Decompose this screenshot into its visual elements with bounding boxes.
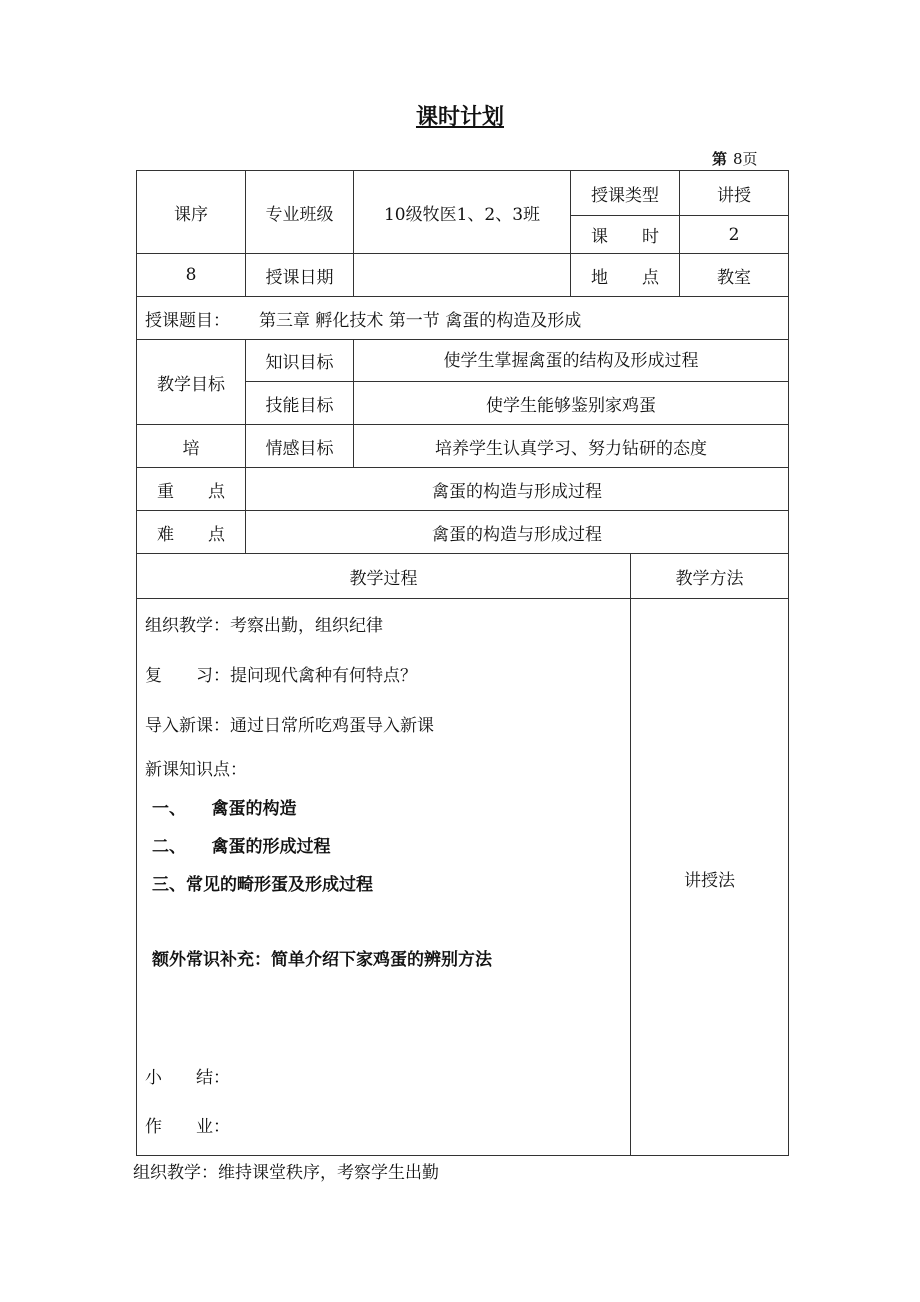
objectives-extra-label: 培 bbox=[182, 438, 200, 459]
place-label: 地 点 bbox=[591, 267, 659, 288]
topic-label: 授课题目： bbox=[145, 310, 230, 331]
process-intro: 导入新课：通过日常所吃鸡蛋导入新课 bbox=[145, 716, 434, 736]
hours-value: 2 bbox=[728, 224, 740, 245]
objectives-label: 教学目标 bbox=[157, 374, 225, 395]
date-label: 授课日期 bbox=[265, 267, 334, 288]
table-divider bbox=[630, 553, 631, 1155]
process-review: 复 习：提问现代禽种有何特点？ bbox=[145, 666, 417, 686]
table-border bbox=[136, 170, 137, 1156]
page-number-value: 8页 bbox=[733, 150, 758, 168]
skill-value: 使学生能够鉴别家鸡蛋 bbox=[486, 395, 656, 416]
emotion-label: 情感目标 bbox=[265, 438, 334, 459]
process-homework: 作 业： bbox=[145, 1117, 230, 1137]
table-border bbox=[788, 170, 789, 1156]
method-value: 讲授法 bbox=[684, 870, 735, 891]
key-point-value: 禽蛋的构造与形成过程 bbox=[432, 481, 602, 502]
footer-note: 组织教学：维持课堂秩序，考察学生出勤 bbox=[133, 1163, 439, 1183]
hours-label: 课 时 bbox=[591, 227, 659, 247]
type-value: 讲授 bbox=[717, 185, 751, 206]
knowledge-value: 使学生掌握禽蛋的结构及形成过程 bbox=[443, 351, 699, 371]
process-extra: 额外常识补充：简单介绍下家鸡蛋的辨别方法 bbox=[152, 950, 492, 970]
place-value: 教室 bbox=[717, 267, 751, 288]
key-point-label: 重 点 bbox=[157, 481, 225, 502]
difficulty-value: 禽蛋的构造与形成过程 bbox=[432, 524, 602, 545]
emotion-value: 培养学生认真学习、努力钻研的态度 bbox=[435, 438, 707, 459]
difficulty-label: 难 点 bbox=[157, 524, 225, 545]
lesson-no-label: 课序 bbox=[174, 204, 208, 225]
process-summary: 小 结： bbox=[145, 1068, 230, 1088]
process-header: 教学过程 bbox=[349, 568, 418, 589]
class-label: 专业班级 bbox=[265, 204, 334, 225]
date-value bbox=[354, 254, 570, 296]
page-title: 课时计划 bbox=[415, 105, 504, 130]
table-border bbox=[136, 1155, 789, 1156]
skill-label: 技能目标 bbox=[265, 395, 334, 416]
page-number-label: 第 bbox=[712, 150, 728, 168]
class-value: 10级牧医1、2、3班 bbox=[383, 204, 541, 225]
process-point-3: 三、常见的畸形蛋及形成过程 bbox=[152, 875, 373, 895]
knowledge-label: 知识目标 bbox=[265, 353, 334, 373]
method-header: 教学方法 bbox=[675, 568, 744, 589]
process-organize: 组织教学：考察出勤，组织纪律 bbox=[145, 616, 383, 636]
process-points-label: 新课知识点： bbox=[145, 760, 247, 780]
table-divider bbox=[136, 598, 789, 599]
process-point-1: 一、 禽蛋的构造 bbox=[152, 799, 297, 819]
topic-value: 第三章 孵化技术 第一节 禽蛋的构造及形成 bbox=[259, 310, 582, 331]
type-label: 授课类型 bbox=[591, 185, 659, 206]
process-point-2: 二、 禽蛋的形成过程 bbox=[152, 837, 331, 857]
lesson-no-value: 8 bbox=[185, 265, 197, 285]
